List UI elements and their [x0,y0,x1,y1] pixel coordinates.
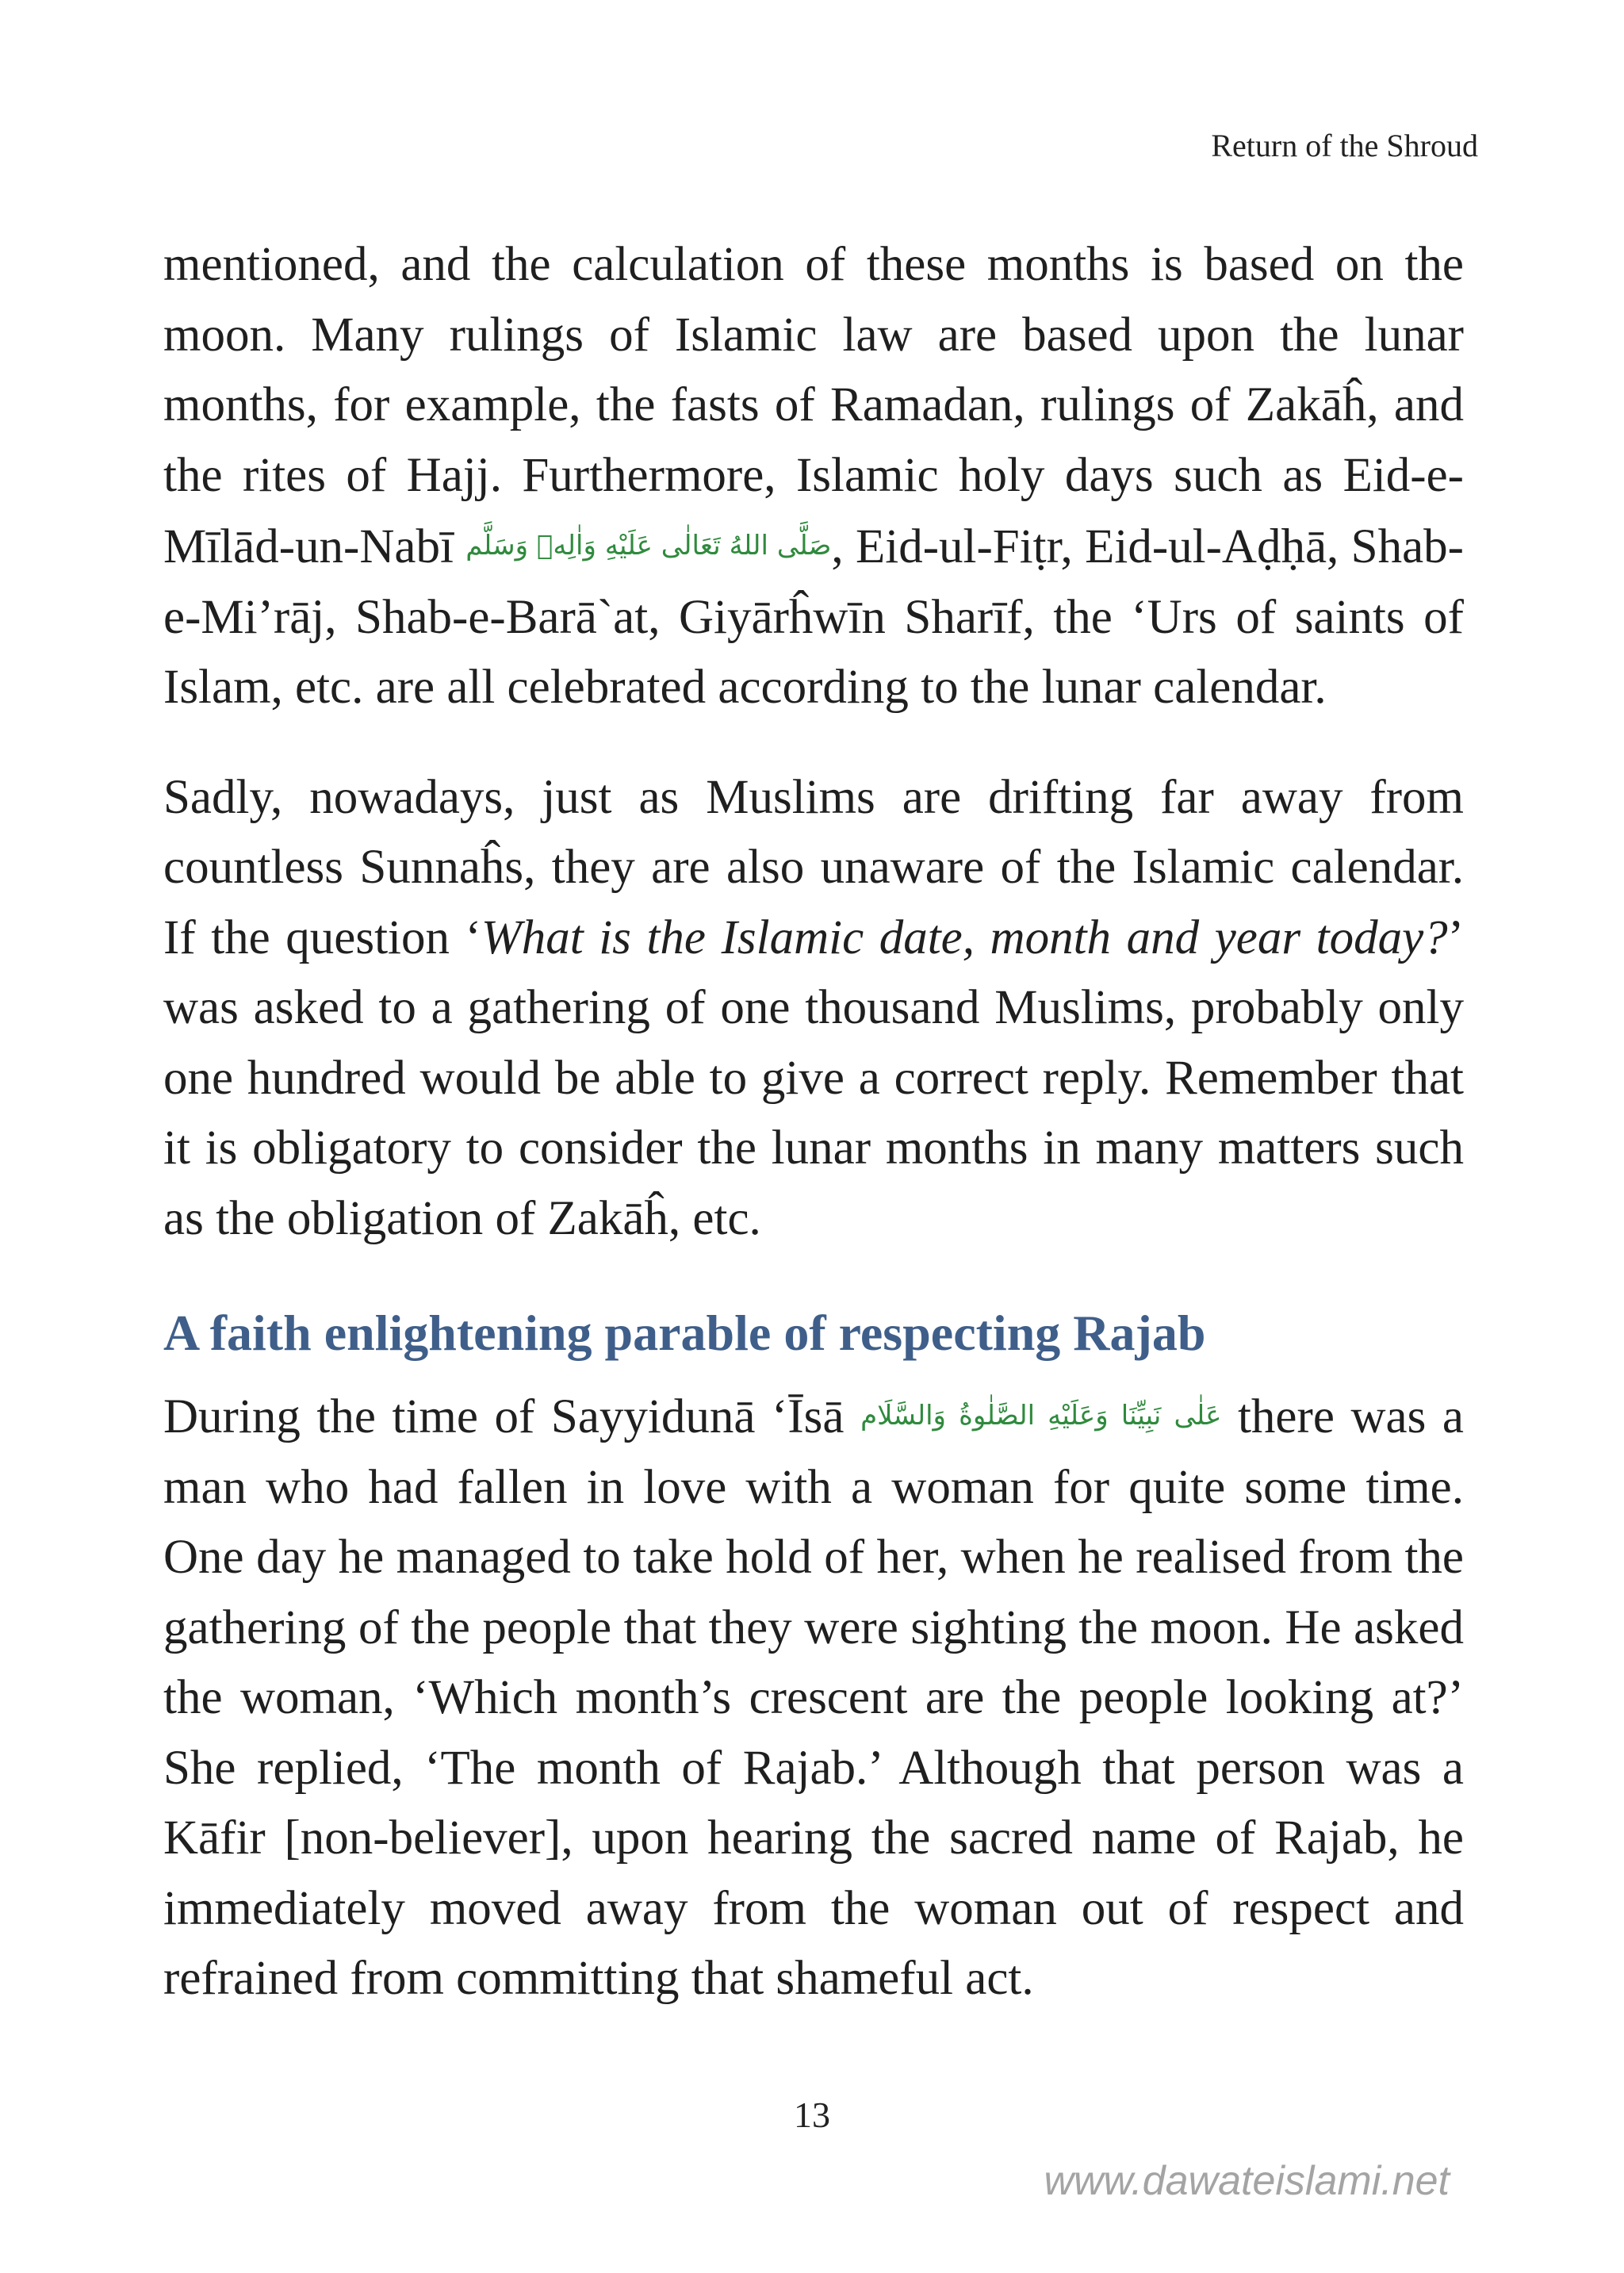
page-number: 13 [794,2095,830,2135]
paragraph-text: mentioned, and the calculation of these months is based on the moon. Many rulings of Islamic law are based upon the lunar months, for example, the fasts of Ramadan, rulings of Zakāĥ, and the rites of Hajj. Furthermore, Islamic holy days such as Eid-e-Mīlād-un-Nabī [163,238,1464,573]
italic-question: What is the Islamic date, month and year today? [481,910,1448,964]
arabic-salutation: صَلَّى اللهُ تَعَالٰى عَلَيْهِ وَاٰلِهٖ وَسَلَّم [465,530,832,562]
paragraph-text: there was a man who had fallen in love with a woman for quite some time. One day he managed to take hold of her, when he realised from the gathering of the people that they were sighting the moon. He asked the woman, ‘Which month’s crescent are the people looking at?’ She replied, ‘The month of Rajab.’ Although that person was a Kāfir [non-believer], upon hearing the sacred name of Rajab, he immediately moved away from the woman out of respect and refrained from committing that shameful act. [163,1390,1465,2005]
paragraph-text: Sadly, nowadays, just as Muslims are drifting far away from countless Sunnaĥs, they are also unaware of the Islamic calendar. If the question ‘ [163,770,1464,964]
running-header: Return of the Shroud [1211,128,1478,163]
paragraph-parable [163,1381,1464,2014]
page-body [163,230,1464,2014]
website-watermark: www.dawateislami.net [1044,2158,1450,2204]
paragraph-text: ’ was asked to a gathering of one thousand Muslims, probably only one hundred would be able to give a correct reply. Remember that it is obligatory to consider the lunar months in many matters such as the obligation of Zakāĥ, etc. [163,910,1465,1245]
arabic-salutation: عَلٰى نَبِيِّنَا وَعَلَيْهِ الصَّلٰوةُ وَالسَّلَام [860,1400,1222,1432]
paragraph-lunar-calendar [163,230,1464,723]
paragraph-unawareness [163,763,1464,1255]
section-heading: A faith enlightening parable of respecting Rajab [163,1305,1206,1361]
paragraph-text: , Eid-ul-Fiṭr, Eid-ul-Aḍḥā, Shab-e-Mi’rāj, Shab-e-Barā`at, Giyārĥwīn Sharīf, the ‘Urs of saints of Islam, etc. are all celebrated according to the lunar calendar. [163,520,1464,714]
paragraph-text: During the time of Sayyidunā ‘Īsā [163,1390,861,1443]
